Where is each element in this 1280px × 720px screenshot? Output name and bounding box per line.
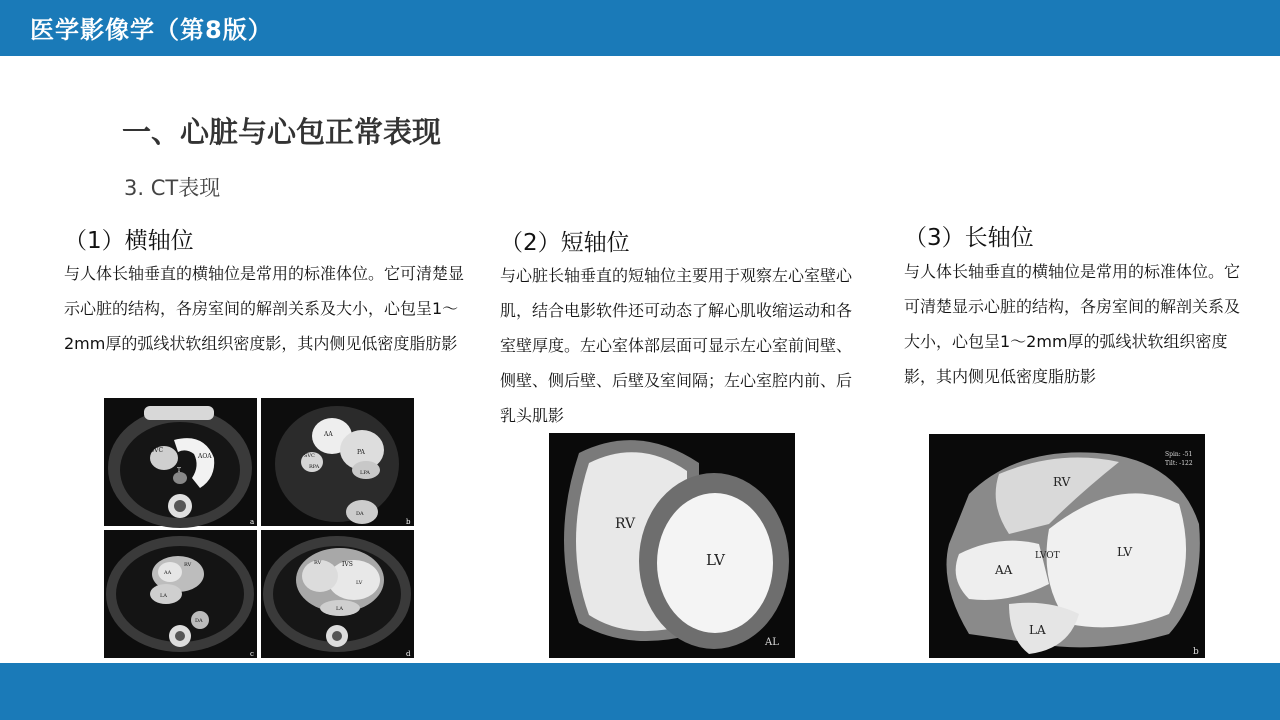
ct-label-la: LA: [1029, 623, 1046, 637]
header-bar: [0, 0, 1280, 56]
ct-spin-readout: Spin: -51: [1165, 451, 1193, 458]
ct-label: b: [406, 518, 411, 526]
ct-label-lvot: LVOT: [1035, 551, 1060, 561]
ct-label: LA: [336, 606, 343, 612]
ct-panel-letter: b: [1193, 647, 1199, 657]
slide-subheading: 3. CT表现: [124, 176, 221, 200]
ct-label: DA: [195, 618, 203, 624]
long-axis-ct-image: [929, 434, 1205, 658]
book-title: 医学影像学（第8版）: [30, 16, 273, 44]
ct-label-rv: RV: [615, 516, 636, 532]
ct-label: RV: [184, 562, 192, 568]
axial-ct-image-grid: [104, 398, 414, 658]
ct-label: a: [250, 518, 255, 526]
ct-label: T: [177, 467, 182, 474]
ct-label: AOA: [198, 453, 212, 460]
slide-heading: 一、心脏与心包正常表现: [122, 115, 442, 149]
axial-title: （1）横轴位: [64, 228, 194, 254]
ct-label: SVC: [304, 453, 315, 459]
ct-label: LPA: [360, 470, 370, 476]
ct-label-lv: LV: [1117, 545, 1133, 559]
ct-panel-d: [261, 530, 414, 658]
ct-panel-b: [261, 398, 414, 526]
long-axis-description: 与人体长轴垂直的横轴位是常用的标准体位。它可清楚显示心脏的结构，各房室间的解剖关系及大小，心包呈1～2mm厚的弧线状软组织密度影，其内侧见低密度脂肪影: [904, 262, 1241, 386]
ct-label: SVC: [150, 447, 164, 454]
ct-label: DA: [356, 511, 364, 517]
axial-description: 与人体长轴垂直的横轴位是常用的标准体位。它可清楚显示心脏的结构，各房室间的解剖关系及大小，心包呈1～2mm厚的弧线状软组织密度影，其内侧见低密度脂肪影: [64, 264, 465, 353]
ct-orientation-label: AL: [765, 637, 779, 648]
ct-label-lv: LV: [706, 551, 726, 569]
ct-tilt-readout: Tilt: -122: [1165, 460, 1193, 467]
ct-label: AA: [324, 431, 333, 438]
footer-bar: [0, 663, 1280, 720]
ct-label: d: [406, 650, 411, 658]
ct-label-rv: RV: [1053, 475, 1071, 489]
ct-label: LA: [160, 593, 167, 599]
ct-label: RV: [314, 560, 322, 566]
ct-panel-a: [104, 398, 257, 528]
ct-label: IVS: [342, 561, 353, 568]
long-axis-title: （3）长轴位: [904, 225, 1034, 251]
ct-label: RPA: [309, 464, 320, 470]
short-axis-title: （2）短轴位: [500, 230, 630, 256]
ct-label: LV: [356, 580, 363, 586]
ct-label: c: [250, 650, 254, 658]
ct-panel-c: [104, 530, 257, 658]
short-axis-ct-image: [549, 433, 795, 658]
short-axis-description: 与心脏长轴垂直的短轴位主要用于观察左心室壁心肌，结合电影软件还可动态了解心肌收缩运动和各室壁厚度。左心室体部层面可显示左心室前间壁、侧壁、侧后壁、后壁及室间隔；左心室腔内前、后乳头肌影: [500, 266, 853, 425]
ct-label: AA: [164, 570, 172, 576]
ct-label-aa: AA: [995, 563, 1013, 577]
ct-label: PA: [357, 449, 365, 456]
